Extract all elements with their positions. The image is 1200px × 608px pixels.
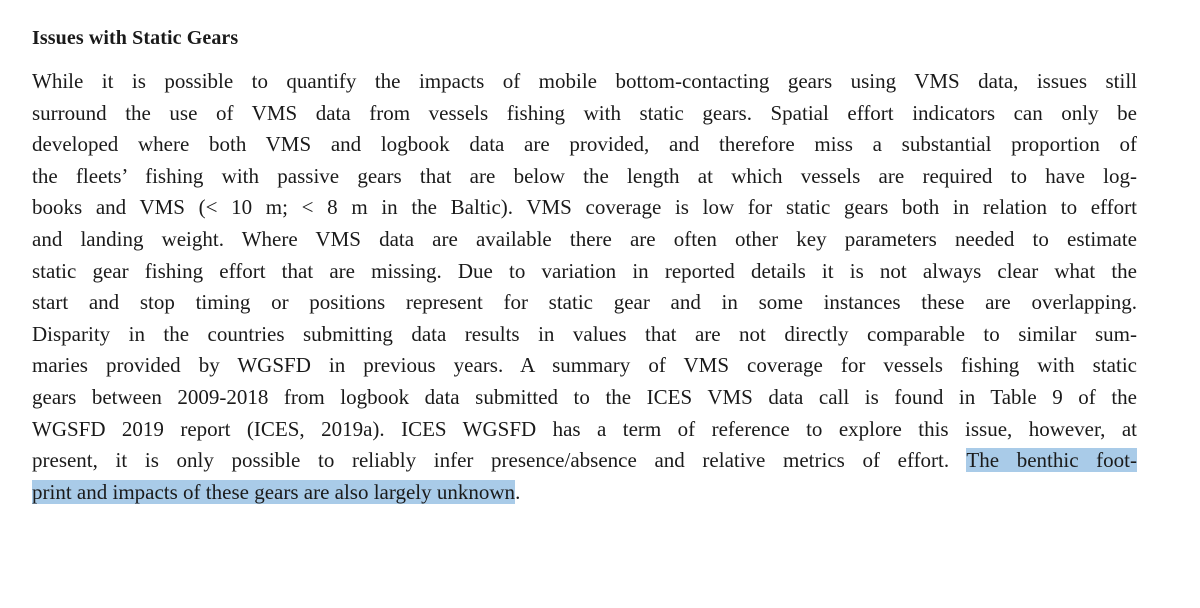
paragraph-line xyxy=(32,477,1137,509)
selected-text[interactable]: The benthic foot- xyxy=(966,448,1137,473)
paragraph-line: books and VMS (< 10 m; < 8 m in the Baltic). VMS coverage is low for static gears both in relation to effort xyxy=(32,195,1137,220)
paragraph-line: While it is possible to quantify the impacts of mobile bottom-contacting gears using VMS data, issues still xyxy=(32,69,1137,93)
paragraph-line xyxy=(32,445,1137,477)
paragraph-line: Disparity in the countries submitting data results in values that are not directly comparable to similar sum- xyxy=(32,321,1137,346)
selected-text[interactable]: print and impacts of these gears are also largely unknown xyxy=(32,479,516,504)
paragraph-line: maries provided by WGSFD in previous years. A summary of VMS coverage for vessels fishing with static xyxy=(32,353,1137,378)
document-page xyxy=(32,24,1137,508)
paragraph-line: static gear fishing effort that are missing. Due to variation in reported details it is not always clear what the xyxy=(32,258,1137,283)
paragraph-line: developed where both VMS and logbook data are provided, and therefore miss a substantial proportion of xyxy=(32,132,1137,157)
section-heading: Issues with Static Gears xyxy=(32,27,239,49)
paragraph-text: present, it is only possible to reliably infer presence/absence and relative metrics of effort. xyxy=(32,448,967,473)
body-paragraph xyxy=(32,66,1137,508)
paragraph-line: surround the use of VMS data from vessels fishing with static gears. Spatial effort indicators can only be xyxy=(32,100,1137,125)
paragraph-line: the fleets’ fishing with passive gears that are below the length at which vessels are required to have log- xyxy=(32,163,1137,188)
paragraph-line: gears between 2009-2018 from logbook data submitted to the ICES VMS data call is found in Table 9 of the xyxy=(32,384,1137,409)
paragraph-line: start and stop timing or positions represent for static gear and in some instances these are overlapping. xyxy=(32,290,1137,315)
paragraph-line: and landing weight. Where VMS data are available there are often other key parameters needed to estimate xyxy=(32,226,1137,251)
paragraph-text: . xyxy=(515,479,521,504)
paragraph-line: WGSFD 2019 report (ICES, 2019a). ICES WGSFD has a term of reference to explore this issue, however, at xyxy=(32,416,1137,441)
